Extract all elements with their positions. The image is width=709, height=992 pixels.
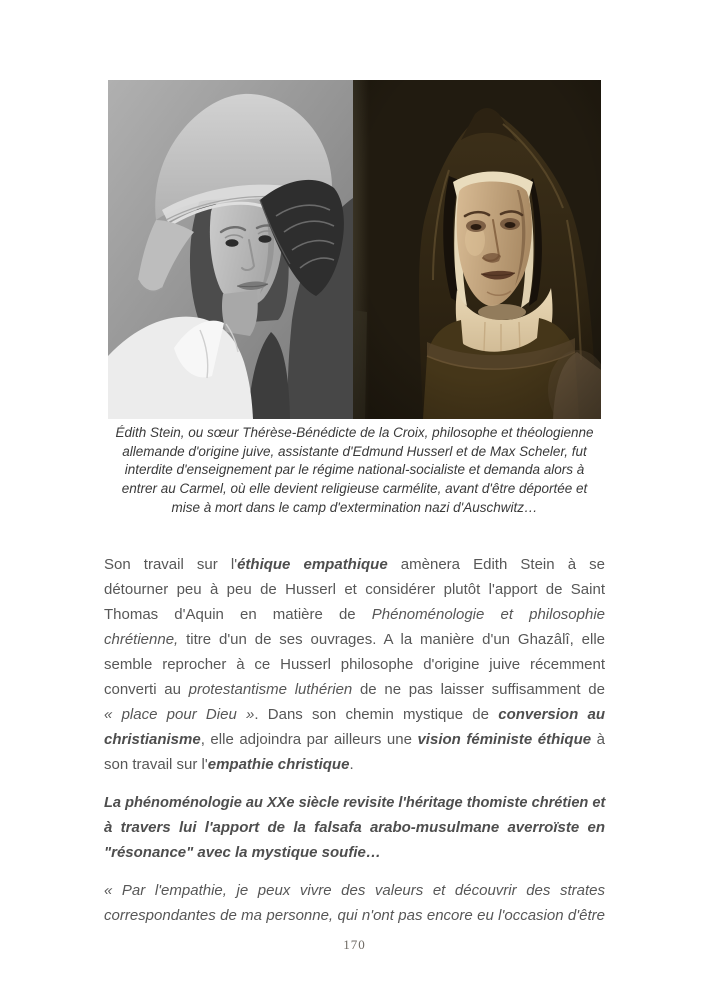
- caption-line: Édith Stein, ou sœur Thérèse-Bénédicte de la Croix, philosophe et théologienne: [115, 425, 594, 440]
- text-segment: converti au: [104, 681, 189, 698]
- text-segment: vision féministe éthique: [417, 731, 592, 748]
- photo-edith-stein-nun: [353, 80, 601, 419]
- text-segment: Phénoménologie et philosophie: [371, 606, 606, 623]
- caption-line: mise à mort dans le camp d'extermination nazi d'Auschwitz…: [171, 499, 538, 515]
- paragraph: [104, 790, 605, 865]
- text-segment: , elle adjoindra par ailleurs une: [200, 731, 418, 748]
- text-segment: « place pour Dieu »: [104, 706, 255, 723]
- text-segment: .: [349, 756, 354, 773]
- text-segment: conversion au: [498, 706, 606, 723]
- text-line: [104, 602, 605, 627]
- body-text: [104, 552, 605, 928]
- text-segment: de ne pas laisser suffisamment de: [352, 681, 605, 698]
- text-line: [104, 815, 605, 840]
- text-segment: La phénoménologie au XXe siècle revisite l'héritage thomiste chrétien et: [104, 794, 606, 811]
- paragraph: [104, 552, 605, 777]
- text-segment: éthique empathique: [237, 556, 388, 573]
- text-line: [104, 727, 605, 752]
- page-footer: [0, 936, 709, 954]
- text-segment: empathie christique: [207, 756, 350, 773]
- text-line: [104, 752, 605, 777]
- photo-caption: [104, 424, 605, 518]
- photo-pair: [108, 80, 601, 419]
- text-line: [104, 627, 605, 652]
- text-segment: "résonance" avec la mystique soufie…: [104, 844, 381, 861]
- text-line: [104, 577, 605, 602]
- text-line: [104, 652, 605, 677]
- text-segment: Thomas d'Aquin en matière de: [104, 606, 372, 623]
- caption-line: allemande d'origine juive, assistante d'Edmund Husserl et de Max Scheler, fut: [122, 443, 587, 459]
- text-line: [104, 790, 605, 815]
- text-line: [104, 677, 605, 702]
- text-line: [104, 840, 605, 865]
- page-number: 170: [343, 937, 366, 952]
- caption-line: entrer au Carmel, où elle devient religieuse carmélite, avant d'être déportée et: [121, 481, 588, 497]
- photo-edith-stein-young: [108, 80, 353, 419]
- text-segment: à: [591, 731, 605, 748]
- text-segment: semble reprocher à ce Husserl philosophe d'origine juive récemment: [104, 656, 605, 673]
- text-segment: correspondantes de ma personne, qui n'ont pas encore eu l'occasion d'être: [104, 907, 605, 924]
- text-segment: Son travail sur l': [104, 556, 238, 573]
- text-segment: titre d'un de ses ouvrages. A la manière d'un Ghazâlî, elle: [178, 631, 605, 648]
- text-line: [104, 903, 605, 928]
- text-segment: chrétienne,: [104, 631, 179, 648]
- paragraph: [104, 878, 605, 928]
- text-line: [104, 878, 605, 903]
- text-segment: à travers lui l'apport de la falsafa arabo-musulmane averroïste en: [104, 819, 605, 836]
- text-segment: son travail sur l': [104, 756, 208, 773]
- text-line: [104, 702, 605, 727]
- text-segment: amènera Edith Stein à se: [387, 556, 605, 573]
- text-segment: christianisme: [104, 731, 201, 748]
- text-segment: . Dans son chemin mystique de: [254, 706, 499, 723]
- text-segment: « Par l'empathie, je peux vivre des valeurs et découvrir des strates: [104, 882, 605, 899]
- caption-line: interdite d'enseignement par le régime national-socialiste et demanda alors à: [124, 462, 585, 478]
- text-line: [104, 552, 605, 577]
- text-segment: détourner peu à peu de Husserl et considérer plutôt l'apport de Saint: [104, 581, 605, 598]
- text-segment: protestantisme luthérien: [188, 681, 353, 698]
